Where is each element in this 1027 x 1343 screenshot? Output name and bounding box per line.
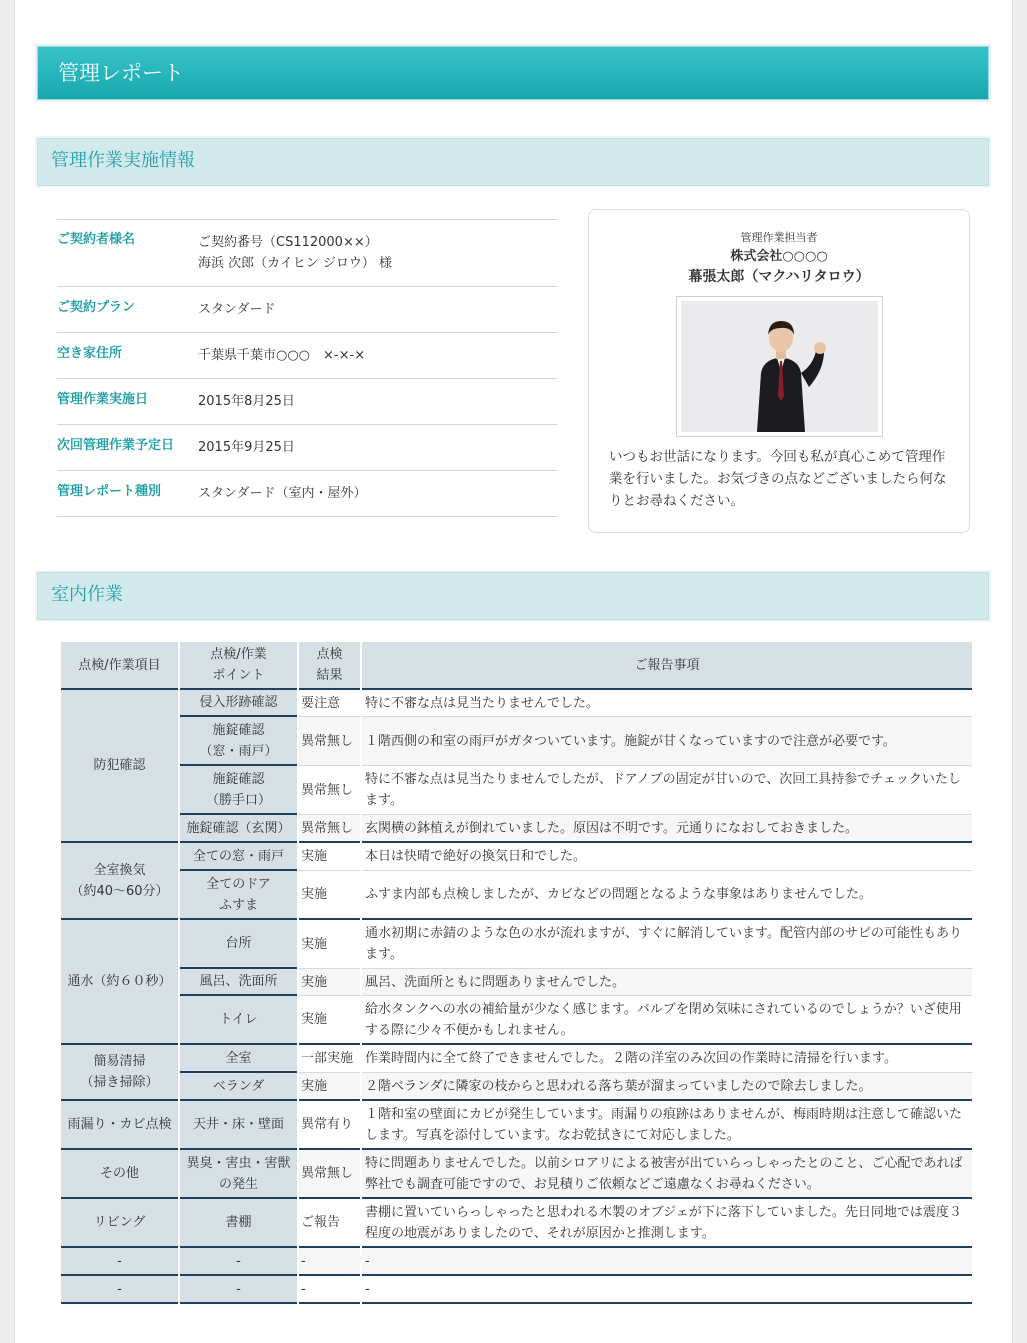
result-cell: 実施 — [299, 1073, 360, 1101]
table-row — [61, 1045, 972, 1073]
info-value: 千葉県千葉市○○○ ×-×-× — [198, 348, 366, 363]
result-cell: 実施 — [299, 843, 360, 871]
point-cell: 施錠確認 （窓・雨戸） — [180, 717, 297, 766]
table-header-row — [61, 642, 972, 690]
col-header-point: 点検/作業 ポイント — [180, 642, 297, 690]
info-row-work-date — [57, 379, 557, 425]
report-cell: 通水初期に赤錆のような色の水が流れますが、すぐに解消しています。配管内部のサビの可能性もあります。 — [362, 920, 972, 969]
category-cell: - — [61, 1276, 178, 1304]
result-cell: 実施 — [299, 920, 360, 969]
table-row — [61, 766, 972, 815]
info-row-next-date — [57, 425, 557, 471]
staff-company: 株式会社○○○○ — [730, 249, 828, 264]
point-cell: ベランダ — [180, 1073, 297, 1101]
report-cell: 書棚に置いていらっしゃったと思われる木製のオブジェが下に落下していました。先日同地では震度３程度の地震がありましたので、それが原因かと推測します。 — [362, 1199, 972, 1248]
info-row-contractor — [57, 220, 557, 287]
staff-photo — [676, 296, 883, 437]
person-photo-icon — [681, 301, 878, 432]
point-cell: - — [180, 1276, 297, 1304]
result-cell: 異常無し — [299, 717, 360, 766]
report-cell: 特に不審な点は見当たりませんでしたが、ドアノブの固定が甘いので、次回工具持参でチェックいたします。 — [362, 766, 972, 815]
info-value — [198, 220, 557, 287]
table-row — [61, 843, 972, 871]
info-value: スタンダード — [198, 302, 276, 317]
table-row — [61, 717, 972, 766]
info-label: 管理レポート種別 — [57, 484, 162, 499]
info-row-report-type — [57, 471, 557, 517]
info-label: 管理作業実施日 — [57, 392, 149, 407]
staff-role: 管理作業担当者 — [740, 231, 818, 244]
point-cell: 全ての窓・雨戸 — [180, 843, 297, 871]
point-cell: 施錠確認 （勝手口） — [180, 766, 297, 815]
result-cell: 一部実施 — [299, 1045, 360, 1073]
category-cell: - — [61, 1248, 178, 1276]
report-cell: 風呂、洗面所ともに問題ありませんでした。 — [362, 969, 972, 996]
report-cell: - — [362, 1276, 972, 1304]
table-row — [61, 996, 972, 1045]
result-cell: 異常無し — [299, 1150, 360, 1199]
info-label: 空き家住所 — [57, 346, 123, 361]
table-row — [61, 1150, 972, 1199]
report-page — [14, 0, 1013, 1343]
point-cell: 異臭・害虫・害獣 の発生 — [180, 1150, 297, 1199]
contractor-name: 海浜 次郎（カイヒン ジロウ） 様 — [198, 256, 393, 271]
result-cell: 実施 — [299, 969, 360, 996]
staff-name: 幕張太郎（マクハリタロウ） — [688, 269, 870, 285]
category-cell: リビング — [61, 1199, 178, 1248]
staff-message: いつもお世話になります。今回も私が真心こめて管理作業を行いました。お気づきの点などございましたら何なりとお尋ねください。 — [609, 449, 947, 509]
info-value: 2015年9月25日 — [198, 440, 295, 455]
report-cell: - — [362, 1248, 972, 1276]
indoor-section-heading: 室内作業 — [37, 572, 989, 620]
info-label: 次回管理作業予定日 — [57, 438, 175, 453]
table-row — [61, 871, 972, 920]
info-label: ご契約者様名 — [57, 232, 136, 247]
report-cell: １階和室の壁面にカビが発生しています。雨漏りの痕跡はありませんが、梅雨時期は注意して確認いたします。写真を添付しています。なお乾拭きにて対応しました。 — [362, 1101, 972, 1150]
report-cell: １階西側の和室の雨戸がガタついています。施錠が甘くなっていますので注意が必要です。 — [362, 717, 972, 766]
point-cell: 侵入形跡確認 — [180, 690, 297, 717]
table-row — [61, 815, 972, 843]
report-cell: 給水タンクへの水の補給量が少なく感じます。バルブを閉め気味にされているのでしょうか？いざ使用する際に少々不便かもしれません。 — [362, 996, 972, 1045]
category-cell: 簡易清掃 （掃き掃除） — [61, 1045, 178, 1101]
result-cell: 異常無し — [299, 815, 360, 843]
info-row-address — [57, 333, 557, 379]
report-cell: 特に不審な点は見当たりませんでした。 — [362, 690, 972, 717]
page-title: 管理レポート — [37, 46, 989, 100]
table-row — [61, 969, 972, 996]
table-row — [61, 920, 972, 969]
info-row-plan — [57, 287, 557, 333]
point-cell: - — [180, 1248, 297, 1276]
table-row — [61, 1101, 972, 1150]
point-cell: 全てのドア ふすま — [180, 871, 297, 920]
contract-info-table — [57, 219, 557, 517]
report-cell: ２階ベランダに隣家の枝からと思われる落ち葉が溜まっていましたので除去しました。 — [362, 1073, 972, 1101]
report-cell: ふすま内部も点検しましたが、カビなどの問題となるような事象はありませんでした。 — [362, 871, 972, 920]
category-cell: 全室換気 （約40〜60分） — [61, 843, 178, 920]
category-cell: 通水（約６０秒） — [61, 920, 178, 1045]
report-cell: 作業時間内に全て終了できませんでした。２階の洋室のみ次回の作業時に清掃を行います。 — [362, 1045, 972, 1073]
info-value: スタンダード（室内・屋外） — [198, 486, 367, 501]
result-cell: 要注意 — [299, 690, 360, 717]
report-cell: 玄関横の鉢植えが倒れていました。原因は不明です。元通りになおしておきました。 — [362, 815, 972, 843]
table-row — [61, 690, 972, 717]
point-cell: 書棚 — [180, 1199, 297, 1248]
info-value: 2015年8月25日 — [198, 394, 295, 409]
category-cell: 防犯確認 — [61, 690, 178, 843]
table-row — [61, 1199, 972, 1248]
info-label: ご契約プラン — [57, 300, 136, 315]
category-cell: その他 — [61, 1150, 178, 1199]
table-row — [61, 1248, 972, 1276]
point-cell: 全室 — [180, 1045, 297, 1073]
col-header-result: 点検 結果 — [299, 642, 360, 690]
indoor-work-table — [59, 642, 974, 1304]
result-cell: - — [299, 1248, 360, 1276]
contract-number: ご契約番号（CS112000××） — [198, 235, 378, 250]
table-row — [61, 1073, 972, 1101]
point-cell: 風呂、洗面所 — [180, 969, 297, 996]
result-cell: ご報告 — [299, 1199, 360, 1248]
col-header-report: ご報告事項 — [362, 642, 972, 690]
point-cell: 台所 — [180, 920, 297, 969]
info-section-heading: 管理作業実施情報 — [37, 138, 989, 186]
result-cell: 異常無し — [299, 766, 360, 815]
staff-card — [588, 209, 970, 533]
col-header-item: 点検/作業項目 — [61, 642, 178, 690]
point-cell: 施錠確認（玄関） — [180, 815, 297, 843]
report-cell: 本日は快晴で絶好の換気日和でした。 — [362, 843, 972, 871]
table-row — [61, 1276, 972, 1304]
point-cell: トイレ — [180, 996, 297, 1045]
point-cell: 天井・床・壁面 — [180, 1101, 297, 1150]
category-cell: 雨漏り・カビ点検 — [61, 1101, 178, 1150]
result-cell: - — [299, 1276, 360, 1304]
result-cell: 実施 — [299, 996, 360, 1045]
result-cell: 実施 — [299, 871, 360, 920]
result-cell: 異常有り — [299, 1101, 360, 1150]
report-cell: 特に問題ありませんでした。以前シロアリによる被害が出ていらっしゃったとのこと、ご心配であれば弊社でも調査可能ですので、お見積りご依頼などご遠慮なくお尋ねください。 — [362, 1150, 972, 1199]
